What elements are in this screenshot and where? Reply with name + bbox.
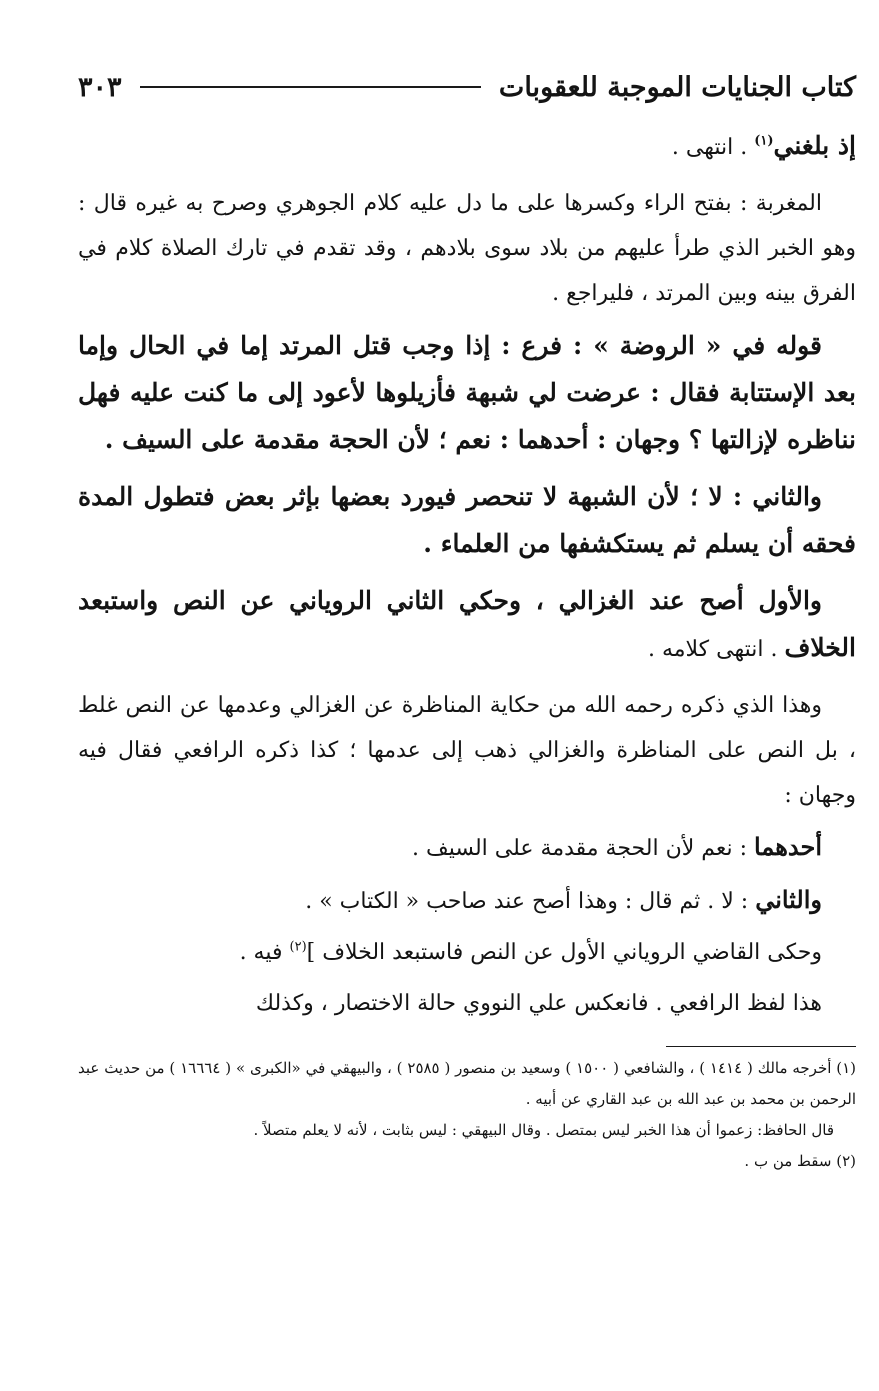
paragraph-9	[78, 930, 856, 975]
paragraph-8	[78, 877, 856, 924]
footnote-ref-2: (٢)	[289, 939, 307, 955]
footnote-rule	[666, 1046, 856, 1047]
running-header	[78, 60, 856, 114]
paragraph-5	[78, 577, 856, 673]
footnote-ref-1: (١)	[754, 133, 774, 149]
paragraph-1-tail: . انتهى .	[671, 135, 755, 160]
paragraph-7	[78, 824, 856, 871]
paragraph-1-text: إذ بلغني	[773, 131, 856, 160]
paragraph-10: هذا لفظ الرافعي . فانعكس علي النووي حالة الاختصار ، وكذلك	[255, 991, 822, 1016]
page-number: ٣٠٣	[78, 71, 122, 103]
paragraph-9-text: وحكى القاضي الروياني الأول عن النص فاستبعد الخلاف ]	[306, 940, 822, 965]
paragraph-8-lead: والثاني	[755, 885, 822, 914]
paragraph-7-text: : نعم لأن الحجة مقدمة على السيف .	[411, 836, 755, 861]
paragraph-3: قوله في « الروضة » : فرع : إذا وجب قتل المرتد إما في الحال وإما بعد الإستتابة فقال : عرضت لي شبهة فأزيلوها لأعود إلى ما كنت عليه فهل نناظره لإزالتها ؟ وجهان : أحدهما : نعم ؛ لأن الحجة مقدمة على السيف .	[78, 331, 856, 454]
paragraph-5-tail: . انتهى كلامه .	[647, 637, 785, 662]
paragraph-4: والثاني : لا ؛ لأن الشبهة لا تنحصر فيورد بعضها بإثر بعض فتطول المدة فحقه أن يسلم ثم يستكشفها من العلماء .	[78, 482, 856, 558]
footnote-2: (٢) سقط من ب .	[744, 1152, 856, 1170]
paragraph-5-text: والأول أصح عند الغزالي ، وحكي الثاني الروياني عن النص واستبعد الخلاف	[78, 586, 856, 662]
paragraph-9-tail: فيه .	[239, 940, 290, 965]
paragraph-7-lead: أحدهما	[754, 832, 822, 861]
footnotes	[78, 1032, 856, 1177]
paragraph-8-text: : لا . ثم قال : وهذا أصح عند صاحب « الكتاب » .	[305, 889, 756, 914]
footnote-1: (١) أخرجه مالك ( ١٤١٤ ) ، والشافعي ( ١٥٠٠ ) وسعيد بن منصور ( ٢٥٨٥ ) ، والبيهقي في «الكبرى » ( ١٦٦٦٤ ) من حديث عبد الرحمن بن محمد بن عبد الله بن عبد القاري عن أبيه .	[78, 1059, 857, 1108]
paragraph-6: وهذا الذي ذكره رحمه الله من حكاية المناظرة عن الغزالي وعدمها عن النص غلط ، بل النص على المناظرة والغزالي ذهب إلى عدمها ؛ كذا ذكره الرافعي فقال فيه وجهان :	[78, 693, 856, 808]
footnote-1-note: قال الحافظ: زعموا أن هذا الخبر ليس بمتصل . وقال البيهقي : ليس بثابت ، لأنه لا يعلم متصلاً .	[253, 1121, 834, 1139]
book-page	[78, 60, 856, 1177]
running-title: كتاب الجنايات الموجبة للعقوبات	[498, 71, 856, 103]
main-text	[78, 122, 856, 1026]
header-rule	[140, 86, 481, 88]
paragraph-2: المغربة : بفتح الراء وكسرها على ما دل عليه كلام الجوهري وصرح به غيره قال : وهو الخبر الذي طرأ عليهم من بلاد سوى بلادهم ، وقد تقدم في تارك الصلاة كلام في الفرق بينه وبين المرتد ، فليراجع .	[78, 191, 856, 306]
paragraph-1	[78, 122, 856, 171]
